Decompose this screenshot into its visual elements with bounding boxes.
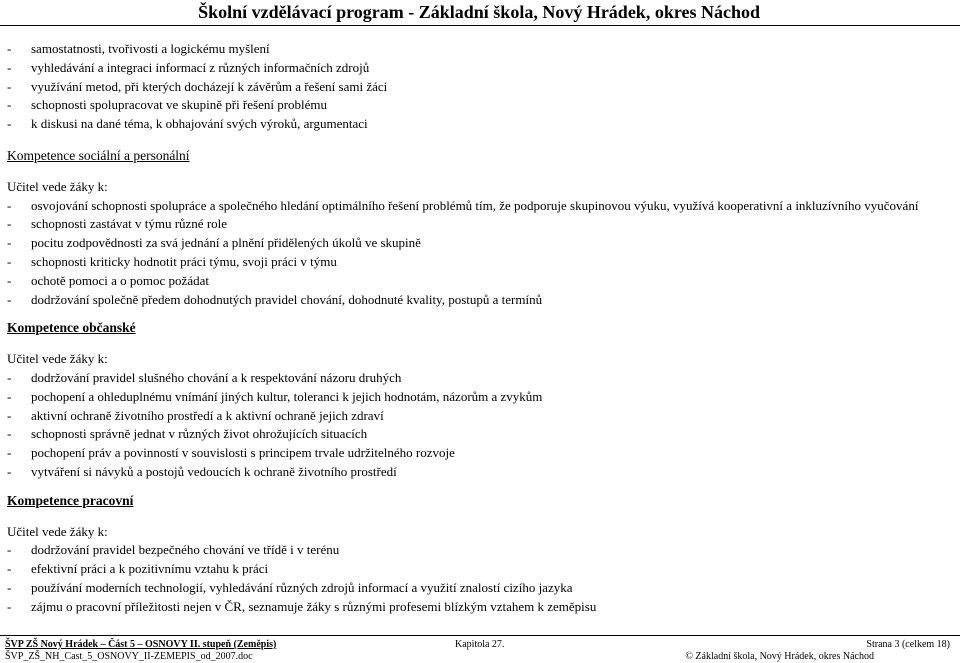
list-item: - zájmu o pracovní příležitosti nejen v ČR, seznamuje žáky s různými profesemi blízkým vztahem k zeměpisu [7,598,597,614]
work-list [7,541,957,616]
list-item: - schopnosti správně jednat v různých život ohrožujících situacích [7,426,368,442]
list-item: - dodržování pravidel bezpečného chování ve třídě i v terénu [7,542,340,558]
list-item: - schopnosti kriticky hodnotit práci týmu, svoji práci v týmu [7,253,337,269]
document-title: Školní vzdělávací program - Základní škola, Nový Hrádek, okres Náchod [198,2,760,22]
footer-filename: ŠVP_ZŠ_NH_Cast_5_OSNOVY_II-ZEMEPIS_od_2007.doc [5,651,253,662]
footer-divider [0,635,960,636]
list-item: - schopnosti spolupracovat ve skupině při řešení problému [7,97,328,113]
list-item: - ochotě pomoci a o pomoc požádat [7,272,209,288]
list-item: - využívání metod, při kterých docházejí k závěrům a řešení sami žáci [7,78,388,94]
list-item: - aktivní ochraně životního prostředí a k aktivní ochraně jejich zdraví [7,407,384,423]
list-item: - pochopení a ohleduplnému vnímání jiných kultur, toleranci k jejich hodnotám, názorům a zvykům [7,388,543,404]
list-item: - používání moderních technologií, vyhledávání různých zdrojů informací a využití znalostí cizího jazyka [7,579,573,595]
footer-copyright: © Základní škola, Nový Hrádek, okres Náchod [685,651,874,662]
list-item: - schopnosti zastávat v týmu různé role [7,216,228,232]
list-item: - dodržování pravidel slušného chování a k respektování názoru druhých [7,369,402,385]
document-body [7,40,957,617]
header-divider [0,25,960,26]
list-item: - vytváření si návyků a postojů vedoucích k ochraně životního prostředí [7,463,397,479]
page-footer [0,634,960,663]
list-item: - pocitu zodpovědnosti za svá jednání a plnění přidělených úkolů ve skupině [7,235,421,251]
section-intro: Učitel vede žáky k: [7,178,108,194]
list-item: - dodržování společně předem dohodnutých pravidel chování, dohodnuté kvality, postupů a termínů [7,291,543,307]
section-heading-civic: Kompetence občanské [7,320,136,336]
section-intro: Učitel vede žáky k: [7,523,108,539]
list-item: - samostatnosti, tvořivosti a logickému myšlení [7,41,270,56]
intro-list [7,40,957,134]
list-item: - osvojování schopnosti spolupráce a společného hledání optimálního řešení problémů tím, že podporuje skupinovou výuku, využívá kooperativní a inkluzívního vyučování [7,197,919,213]
footer-chapter: Kapitola 27. [455,639,505,650]
social-list [7,197,957,310]
section-intro: Učitel vede žáky k: [7,351,108,367]
page-header [0,0,960,26]
section-heading-social: Kompetence sociální a personální [7,147,190,163]
list-item: - pochopení práv a povinností v souvislosti s principem trvale udržitelného rozvoje [7,445,455,461]
civic-list [7,369,957,482]
list-item: - efektivní práci a k pozitivnímu vztahu k práci [7,561,269,577]
footer-doc-part: ŠVP ZŠ Nový Hrádek – Část 5 – OSNOVY II. stupeň (Zeměpis) [5,639,277,650]
section-heading-work: Kompetence pracovní [7,492,134,508]
list-item: - k diskusi na dané téma, k obhajování svých výroků, argumentaci [7,116,368,132]
footer-page-number: Strana 3 (celkem 18) [866,639,950,650]
list-item: - vyhledávání a integraci informací z různých informačních zdrojů [7,59,370,75]
